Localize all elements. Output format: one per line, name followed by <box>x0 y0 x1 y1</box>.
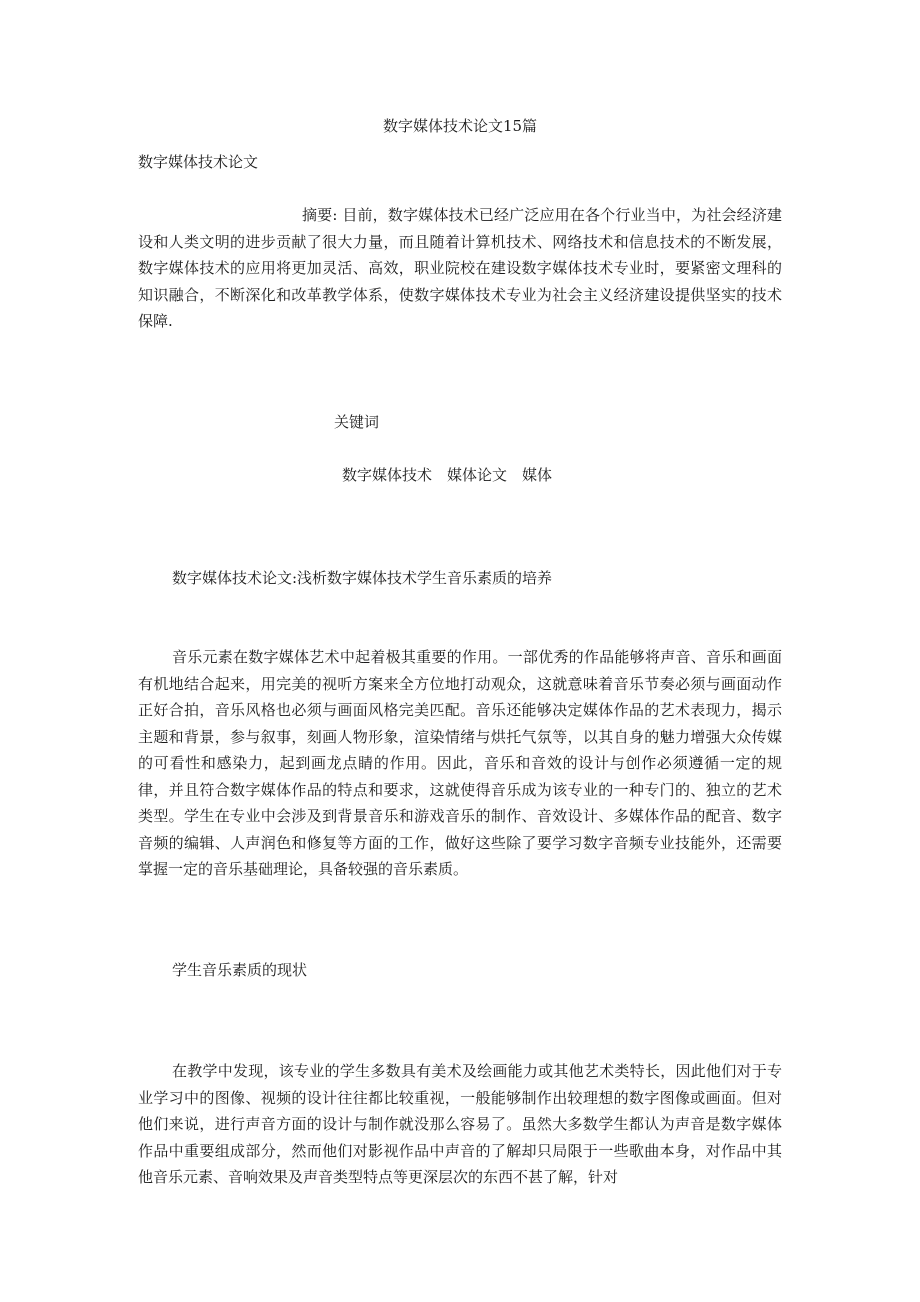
section-title-1: 数字媒体技术论文:浅析数字媒体技术学生音乐素质的培养 <box>172 569 553 587</box>
document-title: 数字媒体技术论文15篇 <box>382 117 538 135</box>
body-paragraph-1: 音乐元素在数字媒体艺术中起着极其重要的作用。一部优秀的作品能够将声音、音乐和画面有机地结合起来，用完美的视听方案来全方位地打动观众，这就意味着音乐节奏必须与画面动作正好合拍，音乐风格也必须与画面风格完美匹配。音乐还能够决定媒体作品的艺术表现力，揭示主题和背景，参与叙事，刻画人物形象，渲染情绪与烘托气氛等，以其自身的魅力增强大众传媒的可看性和感染力，起到画龙点睛的作用。因此，音乐和音效的设计与创作必须遵循一定的规律，并且符合数字媒体作品的特点和要求，这就使得音乐成为该专业的一种专门的、独立的艺术类型。学生在专业中会涉及到背景音乐和游戏音乐的制作、音效设计、多媒体作品的配音、数字音频的编辑、人声润色和修复等方面的工作，做好这些除了要学习数字音频专业技能外，还需要掌握一定的音乐基础理论，具备较强的音乐素质。 <box>138 648 782 878</box>
document-subtitle: 数字媒体技术论文 <box>138 153 259 171</box>
keywords-label: 关键词 <box>334 413 380 431</box>
body-paragraph-2: 在教学中发现，该专业的学生多数具有美术及绘画能力或其他艺术类特长，因此他们对于专业学习中的图像、视频的设计往往都比较重视，一般能够制作出较理想的数字图像或画面。但对他们来说，进行声音方面的设计与制作就没那么容易了。虽然大多数学生都认为声音是数字媒体作品中重要组成部分，然而他们对影视作品中声音的了解却只局限于一些歌曲本身，对作品中其他音乐元素、音响效果及声音类型特点等更深层次的东西不甚了解，针对 <box>138 1062 782 1186</box>
keywords-list: 数字媒体技术 媒体论文 媒体 <box>342 466 553 484</box>
abstract-paragraph: 摘要: 目前，数字媒体技术已经广泛应用在各个行业当中，为社会经济建设和人类文明的进步贡献了很大力量，而且随着计算机技术、网络技术和信息技术的不断发展，数字媒体技术的应用将更加灵活、高效，职业院校在建设数字媒体技术专业时，要紧密文理科的知识融合，不断深化和改革教学体系，使数字媒体技术专业为社会主义经济建设提供坚实的技术保障. <box>138 206 782 330</box>
section-title-2: 学生音乐素质的现状 <box>172 961 308 979</box>
